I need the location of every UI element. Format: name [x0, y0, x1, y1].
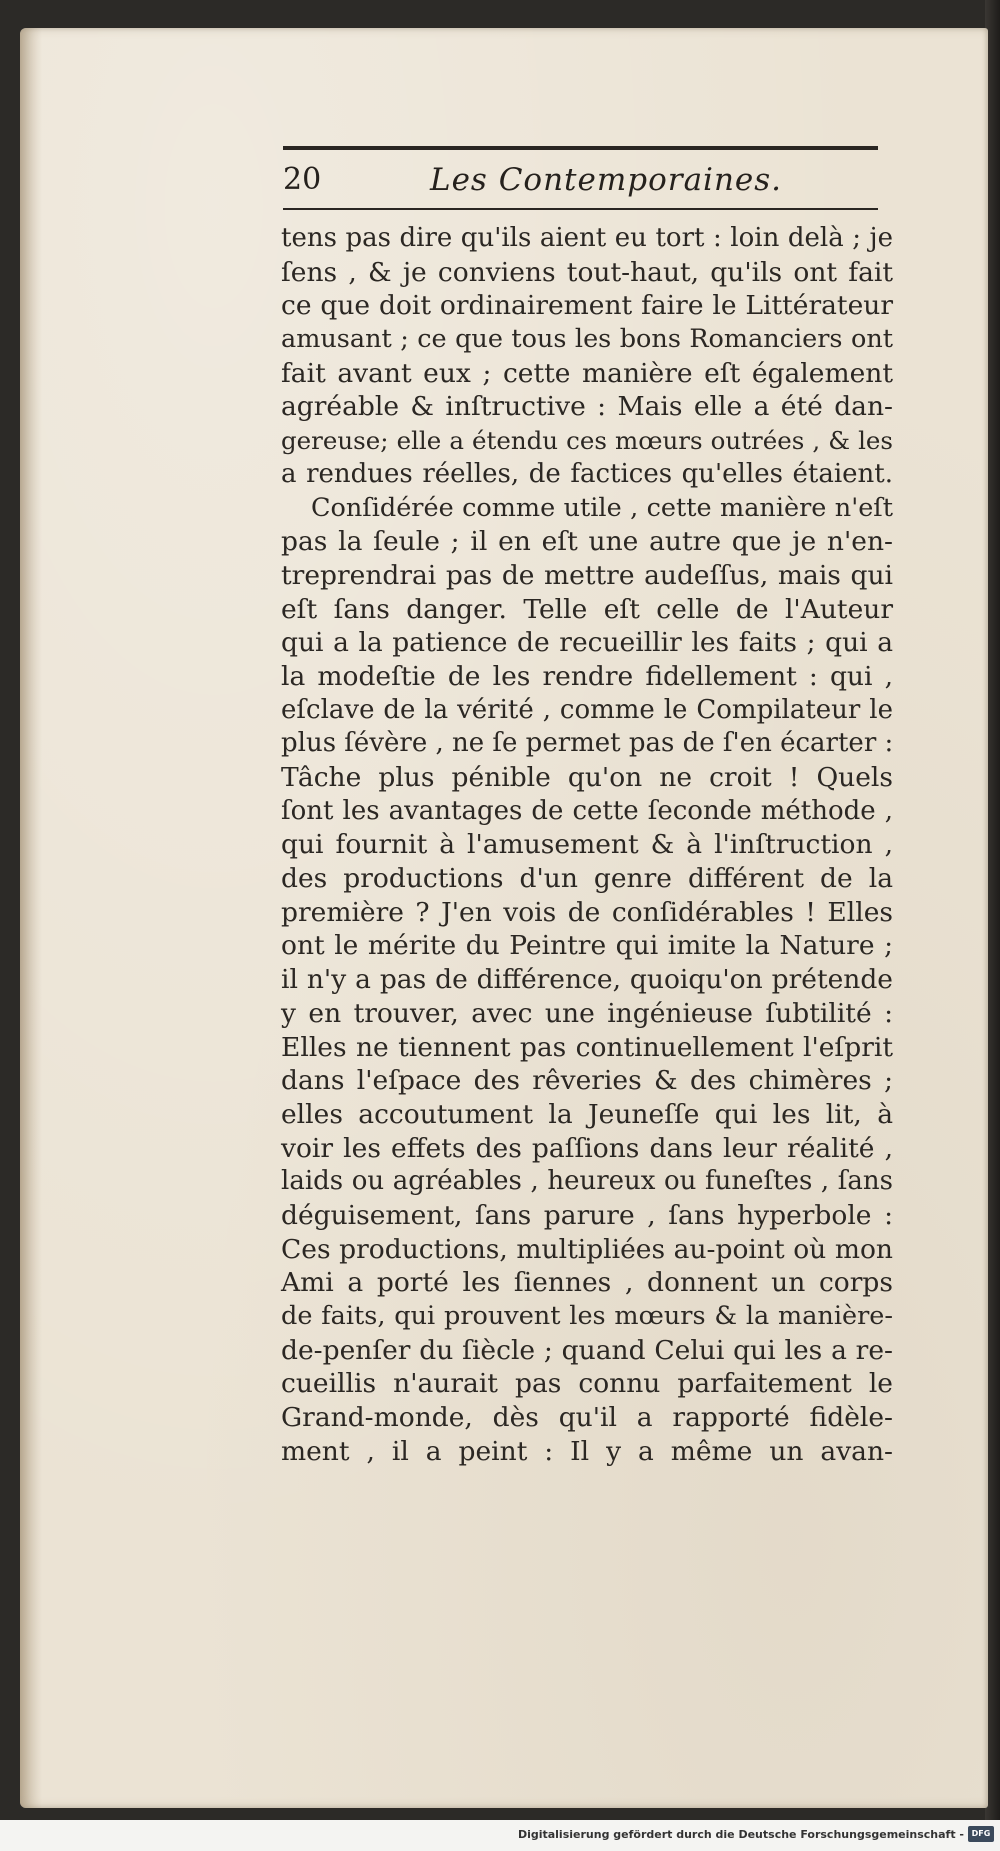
text-line: la modeſtie de les rendre fidellement : qui , [281, 660, 893, 692]
text-line: première ? J'en vois de conſidérables ! Elles [281, 896, 893, 928]
text-line: laids ou agréables , heureux ou funeſtes , ſans [281, 1166, 893, 1197]
text-line: fait avant eux ; cette manière eſt également [281, 357, 893, 389]
digitization-footer [0, 1820, 1000, 1851]
text-line: des productions d'un genre différent de la [281, 863, 893, 895]
body-text [281, 222, 893, 1468]
text-line: déguisement, ſans parure , ſans hyperbole : [281, 1199, 893, 1231]
text-line: tens pas dire qu'ils aient eu tort : loin delà ; je [281, 223, 893, 253]
text-line: ſont les avantages de cette ſeconde méthode , [281, 795, 893, 826]
text-line: ont le mérite du Peintre qui imite la Nature ; [281, 930, 893, 962]
text-line: elles accoutument la Jeuneſſe qui les lit, à [281, 1098, 893, 1130]
text-line: plus ſévère , ne ſe permet pas de ſ'en écarter : [281, 728, 894, 759]
text-line: qui a la patience de recueillir les faits ; qui a [281, 627, 893, 659]
text-line: agréable & inſtructive : Mais elle a été dan- [281, 391, 893, 423]
text-line: ce que doit ordinairement faire le Littérateur [281, 290, 893, 322]
text-line: Ces productions, multipliées au-point où mon [281, 1233, 893, 1265]
text-line: Elles ne tiennent pas continuellement l'eſprit [281, 1031, 893, 1063]
text-line: y en trouver, avec une ingénieuse ſubtilité : [281, 997, 893, 1029]
text-line: amusant ; ce que tous les bons Romanciers ont [281, 324, 893, 355]
text-line: Ami a porté les ſiennes , donnent un corps [281, 1267, 893, 1299]
text-line: Conſidérée comme utile , cette manière n'eſt [311, 492, 893, 523]
header-rule-top [283, 146, 878, 150]
text-line: ment , il a peint : Il y a même un avan- [281, 1435, 893, 1467]
text-line: ſens , & je conviens tout-haut, qu'ils ont fait [281, 256, 893, 288]
text-line: eſt ſans danger. Telle eſt celle de l'Auteur [281, 593, 893, 625]
header-rule-bottom [283, 208, 878, 210]
page-spine-shadow [20, 28, 42, 1808]
text-line: il n'y a pas de différence, quoiqu'on prétende [281, 964, 893, 996]
text-line: de faits, qui prouvent les mœurs & la manière- [281, 1301, 893, 1331]
page-number: 20 [283, 162, 322, 197]
text-line: voir les effets des paſſions dans leur réalité , [281, 1132, 893, 1164]
text-line: eſclave de la vérité , comme le Compilateur le [281, 694, 893, 725]
text-line: gereuse; elle a étendu ces mœurs outrées , & les [281, 426, 893, 456]
text-line: de-penſer du ſiècle ; quand Celui qui les a re- [281, 1334, 893, 1366]
funding-credit: Digitalisierung gefördert durch die Deutsche Forschungsgemeinschaft - [517, 1828, 964, 1841]
dfg-logo: DFG [968, 1826, 994, 1842]
text-line: Grand-monde, dès qu'il a rapporté fidèle- [281, 1402, 893, 1434]
text-line: qui fournit à l'amusement & à l'inſtruction , [281, 829, 893, 861]
text-line: a rendues réelles, de factices qu'elles étaient. [281, 458, 893, 489]
text-line: cueillis n'aurait pas connu parfaitement le [281, 1368, 893, 1400]
text-line: pas la ſeule ; il en eſt une autre que je n'en- [281, 526, 893, 558]
text-line: Tâche plus pénible qu'on ne croit ! Quels [281, 762, 893, 793]
running-title: Les Contemporaines. [430, 162, 783, 198]
text-line: dans l'eſpace des rêveries & des chimères ; [281, 1065, 893, 1097]
text-line: treprendrai pas de mettre audeſſus, mais qui [281, 559, 893, 591]
